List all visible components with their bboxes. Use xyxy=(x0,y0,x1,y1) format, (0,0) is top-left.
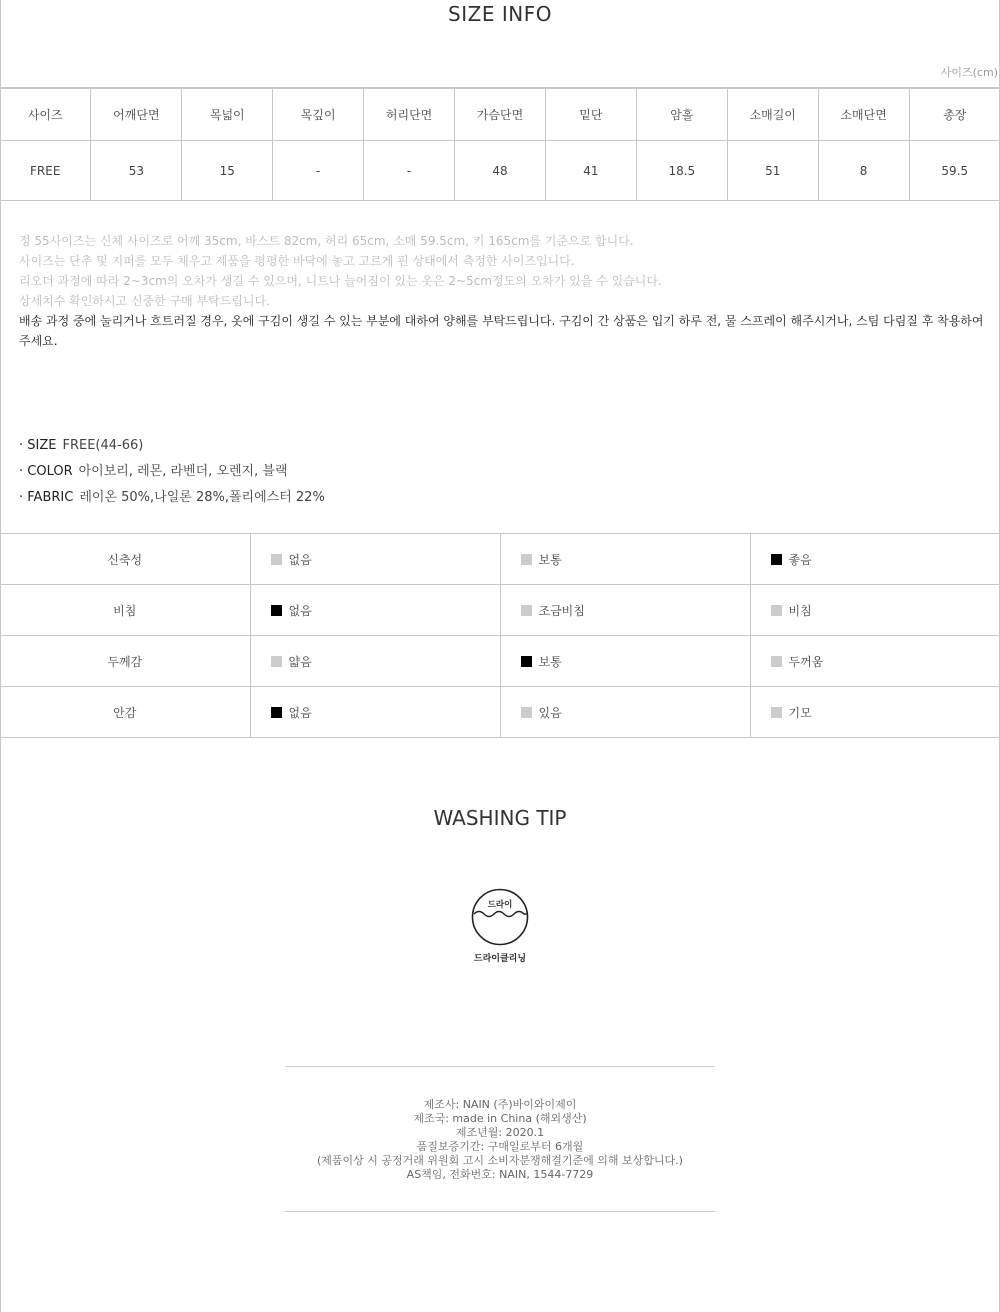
spec-key: · SIZE xyxy=(19,438,57,453)
checkbox-indicator xyxy=(521,605,532,616)
size-value-cell: 53 xyxy=(91,141,182,201)
feel-option xyxy=(750,534,1000,585)
shipping-note: 배송 과정 중에 눌리거나 흐트러질 경우, 옷에 구김이 생길 수 있는 부분에 대하여 양해를 부탁드립니다. 구김이 간 상품은 입기 하루 전, 물 스프레이 해주시거나, 스팀 다림질 후 착용하여주세요. xyxy=(19,314,984,348)
feel-label: 비침 xyxy=(0,585,250,636)
feel-option-label: 보통 xyxy=(538,654,562,669)
size-header-cell: 목깊이 xyxy=(273,89,364,141)
size-header-cell: 소매단면 xyxy=(818,89,909,141)
maker-line: (제품이상 시 공정거래 위원회 고시 소비자분쟁해결기준에 의해 보상합니다.) xyxy=(317,1154,683,1167)
size-header-cell: 사이즈 xyxy=(0,89,91,141)
feel-option-label: 없음 xyxy=(288,552,312,567)
washing-tip-title: WASHING TIP xyxy=(433,806,567,830)
checkbox-indicator xyxy=(771,707,782,718)
spec-value: 아이보리, 레몬, 라벤더, 오렌지, 블랙 xyxy=(78,464,288,479)
size-value-cell: 48 xyxy=(455,141,546,201)
feel-option xyxy=(250,636,500,687)
feel-option xyxy=(500,687,750,738)
note-line: 사이즈는 단추 및 지퍼를 모두 채우고 제품을 평평한 바닥에 놓고 고르게 핀 상태에서 측정한 사이즈입니다. xyxy=(19,254,575,268)
divider xyxy=(285,1211,715,1212)
size-header-cell: 총장 xyxy=(909,89,1000,141)
maker-line: 제조국: made in China (해외생산) xyxy=(413,1112,587,1125)
feel-row xyxy=(0,585,1000,636)
size-value-cell: 15 xyxy=(182,141,273,201)
feel-option xyxy=(750,585,1000,636)
dry-clean-icon xyxy=(470,887,530,947)
spec-size xyxy=(19,433,325,459)
checkbox-indicator xyxy=(521,707,532,718)
feel-option-label: 있음 xyxy=(538,705,562,720)
feel-option-label: 없음 xyxy=(288,603,312,618)
checkbox-indicator xyxy=(521,554,532,565)
feel-option-label: 조금비침 xyxy=(538,603,585,618)
size-header-cell: 목넓이 xyxy=(182,89,273,141)
size-unit-label: 사이즈(cm) xyxy=(940,66,998,79)
size-table-header-row xyxy=(0,89,1000,141)
feel-option xyxy=(750,636,1000,687)
maker-line: AS책임, 전화번호: NAIN, 1544-7729 xyxy=(406,1168,594,1181)
feel-option xyxy=(250,687,500,738)
product-specs xyxy=(19,433,325,511)
spec-key: · COLOR xyxy=(19,464,73,479)
checkbox-indicator xyxy=(271,707,282,718)
feel-option-label: 두꺼움 xyxy=(788,654,824,669)
feel-option xyxy=(750,687,1000,738)
size-header-cell: 소매길이 xyxy=(727,89,818,141)
feel-option-label: 없음 xyxy=(288,705,312,720)
spec-fabric xyxy=(19,485,325,511)
feel-option xyxy=(250,534,500,585)
size-table-row xyxy=(0,141,1000,201)
dry-icon-text: 드라이 xyxy=(487,900,513,910)
checkbox-indicator xyxy=(771,656,782,667)
size-value-cell: 41 xyxy=(545,141,636,201)
size-notes xyxy=(19,231,994,351)
checkbox-indicator xyxy=(271,656,282,667)
feel-option xyxy=(250,585,500,636)
size-value-cell: 8 xyxy=(818,141,909,201)
maker-line: 품질보증기간: 구매일로부터 6개월 xyxy=(416,1140,584,1153)
size-header-cell: 암홀 xyxy=(636,89,727,141)
checkbox-indicator xyxy=(271,605,282,616)
feel-label: 신축성 xyxy=(0,534,250,585)
feel-row xyxy=(0,534,1000,585)
size-header-cell: 밑단 xyxy=(545,89,636,141)
spec-key: · FABRIC xyxy=(19,490,74,505)
manufacturer-info xyxy=(250,1098,750,1182)
fit-feel-table xyxy=(0,533,1000,738)
checkbox-indicator xyxy=(271,554,282,565)
checkbox-indicator xyxy=(771,605,782,616)
size-value-cell: 18.5 xyxy=(636,141,727,201)
note-line: 정 55사이즈는 신체 사이즈로 어깨 35cm, 바스트 82cm, 허리 65cm, 소매 59.5cm, 키 165cm를 기준으로 합니다. xyxy=(19,234,634,248)
dry-clean-label: 드라이클리닝 xyxy=(473,954,527,964)
size-value-cell: 51 xyxy=(727,141,818,201)
note-line: 상세치수 확인하시고 신중한 구매 부탁드립니다. xyxy=(19,294,270,308)
size-table xyxy=(0,88,1000,201)
spec-value: 레이온 50%,나일론 28%,폴리에스터 22% xyxy=(79,490,325,505)
feel-option-label: 비침 xyxy=(788,603,812,618)
feel-label: 두께감 xyxy=(0,636,250,687)
feel-option-label: 얇음 xyxy=(288,654,312,669)
feel-label: 안감 xyxy=(0,687,250,738)
size-header-cell: 허리단면 xyxy=(364,89,455,141)
feel-option-label: 보통 xyxy=(538,552,562,567)
size-info-title: SIZE INFO xyxy=(448,2,552,26)
checkbox-indicator xyxy=(521,656,532,667)
size-value-cell: - xyxy=(273,141,364,201)
feel-option-label: 기모 xyxy=(788,705,812,720)
maker-line: 제조년월: 2020.1 xyxy=(455,1126,545,1139)
size-value-cell: - xyxy=(364,141,455,201)
feel-option xyxy=(500,534,750,585)
size-header-cell: 가슴단면 xyxy=(455,89,546,141)
feel-option xyxy=(500,585,750,636)
divider xyxy=(285,1066,715,1067)
feel-row xyxy=(0,687,1000,738)
size-value-cell: 59.5 xyxy=(909,141,1000,201)
feel-option xyxy=(500,636,750,687)
spec-color xyxy=(19,459,325,485)
note-line: 리오더 과정에 따라 2~3cm의 오차가 생길 수 있으며, 니트나 늘어짐이 있는 옷은 2~5cm정도의 오차가 있을 수 있습니다. xyxy=(19,274,662,288)
feel-row xyxy=(0,636,1000,687)
spec-value: FREE(44-66) xyxy=(62,438,144,453)
maker-line: 제조사: NAIN (주)바이와이제이 xyxy=(423,1098,577,1111)
feel-option-label: 좋음 xyxy=(788,552,812,567)
size-header-cell: 어깨단면 xyxy=(91,89,182,141)
checkbox-indicator xyxy=(771,554,782,565)
size-value-cell: FREE xyxy=(0,141,91,201)
